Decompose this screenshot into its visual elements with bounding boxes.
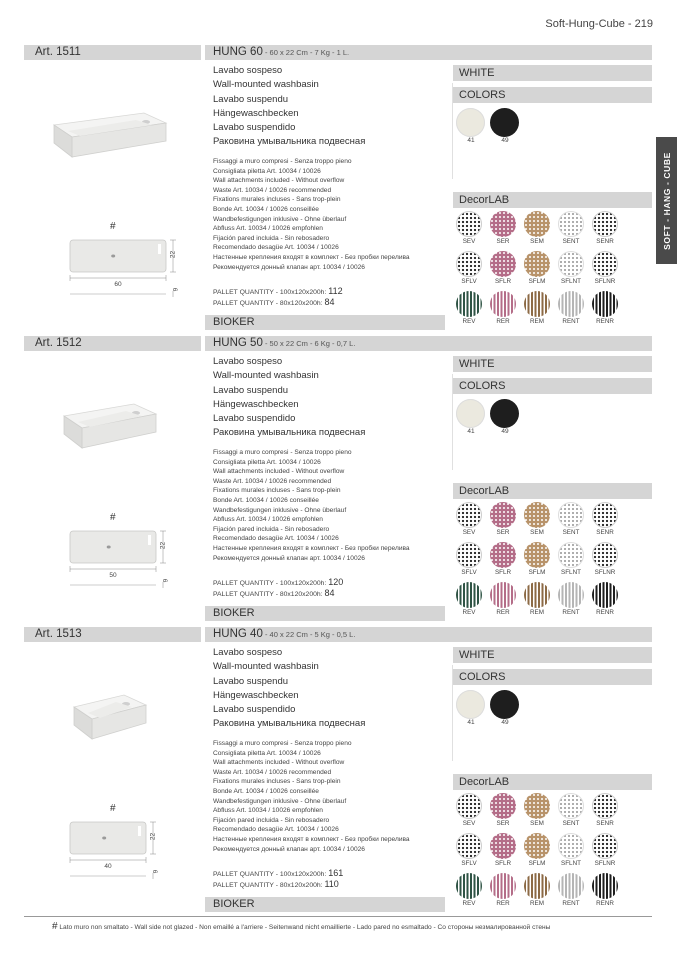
product-name-line: Hängewaschbecken	[213, 107, 299, 119]
decor-swatch	[456, 251, 482, 277]
colors-header: COLORS	[459, 671, 506, 683]
colors-header: COLORS	[459, 380, 506, 392]
decor-code: SEV	[462, 529, 476, 536]
decor-code: RENR	[596, 609, 614, 616]
decor-swatch	[558, 873, 584, 899]
decor-swatch	[558, 582, 584, 608]
product-photo	[70, 677, 190, 747]
decor-code: REM	[530, 318, 544, 325]
decor-code: REM	[530, 900, 544, 907]
model-title	[213, 336, 355, 351]
decor-swatch	[524, 211, 550, 237]
decor-swatch	[490, 793, 516, 819]
decor-code: RER	[496, 609, 510, 616]
dimension-depth: 9	[172, 287, 180, 292]
note-line: Fijación pared incluida - Sin rebosadero	[213, 234, 330, 242]
note-line: Abfluss Art. 10034 / 10026 empfohlen	[213, 807, 323, 815]
decor-code: RER	[496, 318, 510, 325]
pallet-value: 161	[328, 868, 344, 878]
decor-code: REV	[462, 609, 476, 616]
product-section	[24, 336, 652, 627]
note-line: Wandbefestigungen inklusive - Ohne überlauf	[213, 215, 347, 223]
decor-code: SEV	[462, 820, 476, 827]
pallet-label: PALLET QUANTITY - 100x120x200h:	[213, 580, 329, 587]
decor-code: SENT	[562, 238, 580, 245]
technical-drawing	[64, 521, 214, 601]
decor-swatch	[524, 542, 550, 568]
product-name-line: Lavabo suspendu	[213, 93, 289, 105]
note-line: Recomendado desagüe Art. 10034 / 10026	[213, 826, 339, 834]
decor-swatch	[524, 291, 550, 317]
note-line: Waste Art. 10034 / 10026 recommended	[213, 477, 332, 485]
note-line: Consigliata piletta Art. 10034 / 10026	[213, 749, 321, 757]
note-line: Fijación pared incluida - Sin rebosadero	[213, 816, 330, 824]
decor-code: SFLNR	[594, 569, 616, 576]
hash-mark: #	[110, 803, 116, 814]
decor-code: SFLR	[494, 278, 512, 285]
decorlab-header: DecorLAB	[459, 776, 510, 788]
decor-swatch	[592, 542, 618, 568]
decor-code: SER	[496, 529, 510, 536]
decor-code: RER	[496, 900, 510, 907]
note-line: Waste Art. 10034 / 10026 recommended	[213, 186, 332, 194]
decor-code: REV	[462, 900, 476, 907]
decor-code: REV	[462, 318, 476, 325]
decor-swatch	[524, 873, 550, 899]
pallet-value: 112	[328, 286, 343, 296]
decor-swatch	[456, 502, 482, 528]
technical-drawing	[64, 230, 214, 310]
decor-code: SFLNR	[594, 278, 616, 285]
product-names	[213, 64, 365, 150]
model-name: HUNG 50	[213, 337, 263, 349]
decor-code: SFLNT	[561, 860, 581, 867]
product-names	[213, 355, 365, 441]
hash-mark: #	[52, 921, 58, 932]
product-name-line: Lavabo suspendido	[213, 122, 296, 134]
note-line: Recomendado desagüe Art. 10034 / 10026	[213, 535, 339, 543]
product-name-line: Hängewaschbecken	[213, 398, 299, 410]
note-line: Рекомендуется донный клапан арт. 10034 / 10026	[213, 263, 365, 271]
technical-drawing	[64, 812, 214, 892]
decor-code: SENR	[596, 238, 614, 245]
note-line: Fijación pared incluida - Sin rebosadero	[213, 525, 330, 533]
article-number: Art. 1511	[35, 46, 81, 58]
pallet-value: 120	[328, 577, 344, 587]
dimension-height: 22	[159, 541, 167, 550]
product-photo	[60, 386, 180, 456]
decor-swatch	[490, 291, 516, 317]
decor-swatch	[490, 873, 516, 899]
decor-code: SENR	[596, 529, 614, 536]
color-code: 41	[467, 137, 475, 144]
note-line: Wall attachments included - Without overflow	[213, 177, 345, 185]
decor-swatch	[490, 251, 516, 277]
note-line: Abfluss Art. 10034 / 10026 empfohlen	[213, 225, 323, 233]
decor-code: SER	[496, 238, 510, 245]
colors-header: COLORS	[459, 89, 506, 101]
product-name-line: Wall-mounted washbasin	[213, 79, 319, 91]
article-number: Art. 1512	[35, 337, 82, 349]
decor-swatch	[524, 582, 550, 608]
note-line: Wall attachments included - Without overflow	[213, 759, 345, 767]
decor-swatch	[456, 542, 482, 568]
footer-note	[52, 921, 550, 932]
color-swatch	[490, 399, 519, 428]
color-code: 49	[501, 137, 509, 144]
note-line: Fixations murales incluses - Sans trop-plein	[213, 487, 341, 495]
side-tab	[656, 137, 677, 264]
decor-swatch	[490, 211, 516, 237]
color-code: 41	[467, 428, 475, 435]
pallet-quantity-2	[213, 589, 334, 599]
pallet-value: 110	[324, 879, 339, 889]
pallet-quantity-2	[213, 298, 334, 308]
decor-code: SENT	[562, 820, 580, 827]
product-name-line: Lavabo sospeso	[213, 647, 283, 658]
product-name-line: Wall-mounted washbasin	[213, 370, 319, 382]
product-name-line: Lavabo sospeso	[213, 356, 283, 367]
decor-code: SEM	[530, 238, 544, 245]
decor-code: SFLM	[528, 569, 546, 576]
product-names	[213, 646, 365, 732]
dimension-height: 22	[149, 832, 157, 841]
product-name-line: Lavabo sospeso	[213, 65, 283, 76]
model-specs: - 50 x 22 Cm - 6 Kg - 0,7 L.	[262, 339, 356, 348]
note-line: Рекомендуется донный клапан арт. 10034 / 10026	[213, 845, 365, 853]
decor-swatch	[592, 502, 618, 528]
pallet-label: PALLET QUANTITY - 80x120x200h:	[213, 591, 325, 598]
color-swatch	[490, 108, 519, 137]
decor-code: SFLV	[461, 860, 477, 867]
pallet-label: PALLET QUANTITY - 80x120x200h:	[213, 300, 325, 307]
note-line: Настенные крепления входят в комплект - Без пробки перелива	[213, 544, 410, 552]
decor-code: SER	[496, 820, 510, 827]
decor-swatch	[592, 291, 618, 317]
decor-code: RENT	[562, 900, 580, 907]
bioker-label: BIOKER	[213, 316, 255, 328]
white-header: WHITE	[459, 649, 495, 661]
decor-swatch	[490, 833, 516, 859]
decor-swatch	[558, 793, 584, 819]
note-line: Consigliata piletta Art. 10034 / 10026	[213, 458, 321, 466]
decorlab-header: DecorLAB	[459, 485, 510, 497]
product-name-line: Раковина умывальника подвесная	[213, 718, 366, 730]
model-name: HUNG 40	[213, 628, 263, 640]
decor-swatch	[456, 582, 482, 608]
footer-text: Lato muro non smaltato - Wall side not glazed - Non emaillé a l'arriere - Seitenwand nicht emaillierte - Lado pared no esmaltado - Со стороны незмалированной стены	[57, 924, 551, 931]
decor-swatch	[524, 793, 550, 819]
note-line: Wall attachments included - Without overflow	[213, 468, 345, 476]
decor-swatch	[592, 833, 618, 859]
dimension-width: 40	[104, 863, 112, 870]
product-name-line: Раковина умывальника подвесная	[213, 136, 366, 148]
product-name-line: Hängewaschbecken	[213, 689, 299, 701]
color-code: 49	[501, 428, 509, 435]
decor-code: SFLNR	[594, 860, 616, 867]
decor-swatch	[456, 291, 482, 317]
color-swatch	[456, 108, 485, 137]
product-section	[24, 627, 652, 918]
decor-code: RENR	[596, 900, 614, 907]
note-line: Wandbefestigungen inklusive - Ohne überlauf	[213, 797, 347, 805]
decor-swatch	[456, 873, 482, 899]
pallet-quantity-1	[213, 287, 343, 297]
decor-swatch	[558, 291, 584, 317]
decor-swatch	[490, 542, 516, 568]
model-specs: - 40 x 22 Cm - 5 Kg - 0,5 L.	[262, 630, 356, 639]
note-line: Настенные крепления входят в комплект - Без пробки перелива	[213, 253, 410, 261]
decor-code: SFLNT	[561, 569, 581, 576]
note-line: Fixations murales incluses - Sans trop-plein	[213, 196, 341, 204]
dimension-depth: 9	[162, 578, 170, 583]
page-header: Soft-Hung-Cube - 219	[545, 18, 653, 30]
decor-code: SEM	[530, 820, 544, 827]
installation-notes	[213, 739, 410, 854]
decor-code: SENR	[596, 820, 614, 827]
note-line: Рекомендуется донный клапан арт. 10034 / 10026	[213, 554, 365, 562]
dimension-width: 50	[109, 572, 117, 579]
color-code: 41	[467, 719, 475, 726]
note-line: Abfluss Art. 10034 / 10026 empfohlen	[213, 516, 323, 524]
note-line: Fixations murales incluses - Sans trop-plein	[213, 778, 341, 786]
decor-swatch	[558, 502, 584, 528]
decor-swatch	[456, 211, 482, 237]
decorlab-header: DecorLAB	[459, 194, 510, 206]
note-line: Wandbefestigungen inklusive - Ohne überlauf	[213, 506, 347, 514]
decor-swatch	[456, 833, 482, 859]
note-line: Recomendado desagüe Art. 10034 / 10026	[213, 244, 339, 252]
color-code: 49	[501, 719, 509, 726]
decor-code: SFLM	[528, 860, 546, 867]
decor-swatch	[490, 502, 516, 528]
footer-divider	[24, 916, 652, 917]
pallet-quantity-1	[213, 869, 343, 879]
decor-code: REM	[530, 609, 544, 616]
product-name-line: Lavabo suspendu	[213, 675, 289, 687]
model-specs: - 60 x 22 Cm - 7 Kg - 1 L.	[262, 48, 350, 57]
decor-code: SEV	[462, 238, 476, 245]
decor-swatch	[524, 833, 550, 859]
decor-swatch	[558, 251, 584, 277]
hash-mark: #	[110, 221, 116, 232]
note-line: Fissaggi a muro compresi - Senza troppo pieno	[213, 449, 352, 456]
pallet-quantity-1	[213, 578, 343, 588]
note-line: Bonde Art. 10034 / 10026 conseillée	[213, 787, 319, 795]
product-name-line: Lavabo suspendido	[213, 704, 296, 716]
decor-code: SEM	[530, 529, 544, 536]
pallet-label: PALLET QUANTITY - 100x120x200h:	[213, 289, 329, 296]
article-number: Art. 1513	[35, 628, 82, 640]
decor-code: RENT	[562, 318, 580, 325]
model-title	[213, 45, 349, 60]
decor-code: SFLV	[461, 569, 477, 576]
product-name-line: Wall-mounted washbasin	[213, 661, 319, 673]
model-title	[213, 627, 355, 642]
decor-code: RENT	[562, 609, 580, 616]
decor-swatch	[524, 251, 550, 277]
product-name-line: Lavabo suspendu	[213, 384, 289, 396]
white-header: WHITE	[459, 358, 495, 370]
note-line: Waste Art. 10034 / 10026 recommended	[213, 768, 332, 776]
dimension-depth: 9	[152, 869, 160, 874]
pallet-value: 84	[324, 297, 335, 307]
bioker-label: BIOKER	[213, 607, 255, 619]
note-line: Bonde Art. 10034 / 10026 conseillée	[213, 496, 319, 504]
decor-swatch	[490, 582, 516, 608]
decor-swatch	[558, 542, 584, 568]
note-line: Fissaggi a muro compresi - Senza troppo pieno	[213, 740, 352, 747]
white-header: WHITE	[459, 67, 495, 79]
decor-swatch	[592, 251, 618, 277]
decor-code: SFLV	[461, 278, 477, 285]
decor-swatch	[592, 211, 618, 237]
decor-swatch	[524, 502, 550, 528]
pallet-label: PALLET QUANTITY - 80x120x200h:	[213, 882, 325, 889]
bioker-label: BIOKER	[213, 898, 255, 910]
installation-notes	[213, 157, 410, 272]
pallet-quantity-2	[213, 880, 339, 890]
decor-swatch	[592, 582, 618, 608]
decor-code: SFLR	[494, 569, 512, 576]
hash-mark: #	[110, 512, 116, 523]
decor-swatch	[592, 793, 618, 819]
dimension-height: 22	[169, 250, 177, 259]
note-line: Fissaggi a muro compresi - Senza troppo pieno	[213, 158, 352, 165]
installation-notes	[213, 448, 410, 563]
product-photo	[50, 95, 170, 165]
color-swatch	[490, 690, 519, 719]
side-tab-label: SOFT - HANG - CUBE	[661, 151, 672, 250]
decor-code: SFLR	[494, 860, 512, 867]
note-line: Bonde Art. 10034 / 10026 conseillée	[213, 205, 319, 213]
note-line: Consigliata piletta Art. 10034 / 10026	[213, 167, 321, 175]
model-name: HUNG 60	[213, 46, 263, 58]
dimension-width: 60	[114, 281, 122, 288]
decor-swatch	[558, 833, 584, 859]
decor-swatch	[456, 793, 482, 819]
decor-code: SENT	[562, 529, 580, 536]
decor-code: SFLM	[528, 278, 546, 285]
color-swatch	[456, 399, 485, 428]
decor-code: RENR	[596, 318, 614, 325]
pallet-value: 84	[324, 588, 335, 598]
decor-swatch	[558, 211, 584, 237]
product-section	[24, 45, 652, 336]
decor-code: SFLNT	[561, 278, 581, 285]
product-name-line: Lavabo suspendido	[213, 413, 296, 425]
note-line: Настенные крепления входят в комплект - Без пробки перелива	[213, 835, 410, 843]
pallet-label: PALLET QUANTITY - 100x120x200h:	[213, 871, 329, 878]
color-swatch	[456, 690, 485, 719]
product-name-line: Раковина умывальника подвесная	[213, 427, 366, 439]
decor-swatch	[592, 873, 618, 899]
